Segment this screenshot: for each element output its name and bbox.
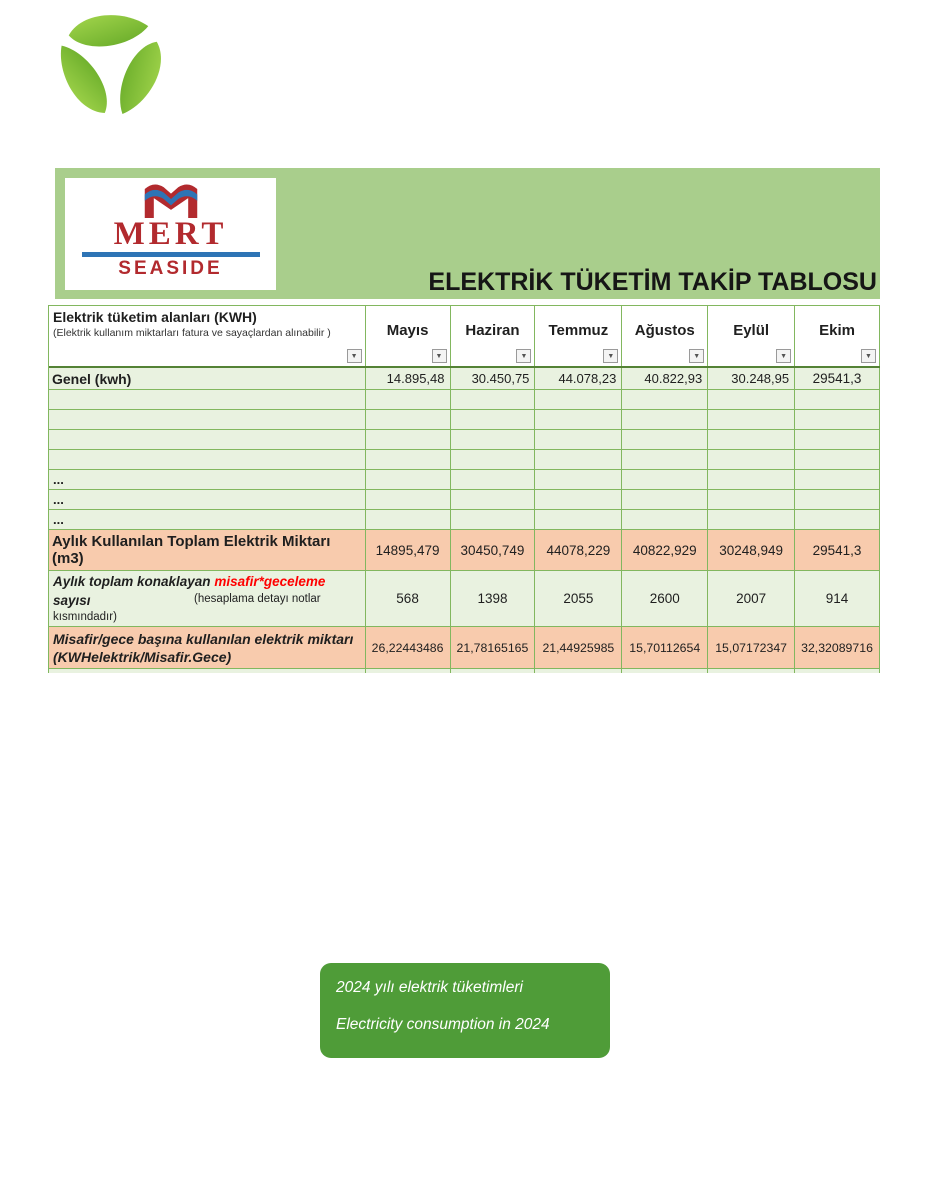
table-cell: 14895,479 [366, 530, 451, 570]
row-label: ... [49, 490, 366, 509]
filter-dropdown-icon[interactable]: ▼ [516, 349, 531, 363]
table-cell: 30248,949 [708, 530, 795, 570]
table-cell [622, 490, 708, 509]
table-cell [708, 490, 795, 509]
table-cell [49, 390, 366, 409]
filter-dropdown-icon[interactable]: ▼ [861, 349, 876, 363]
table-cell [535, 450, 622, 469]
guests-row [49, 571, 880, 627]
table-cell [535, 490, 622, 509]
table-cell [535, 410, 622, 429]
header-banner [55, 168, 880, 299]
table-cell [708, 410, 795, 429]
table-cell [49, 450, 366, 469]
month-header-cell [366, 306, 451, 366]
table-cell [49, 430, 366, 449]
brand-subname: SEASIDE [118, 258, 223, 279]
table-cell [622, 430, 708, 449]
empty-row [49, 390, 880, 410]
month-header-label: Ekim [819, 322, 855, 339]
table-cell [451, 669, 536, 673]
table-cell [795, 430, 880, 449]
table-cell [451, 390, 536, 409]
logo-divider [82, 252, 260, 257]
table-cell [366, 510, 451, 529]
month-header-cell [535, 306, 622, 366]
table-cell [708, 510, 795, 529]
table-cell [451, 410, 536, 429]
filter-dropdown-icon[interactable]: ▼ [432, 349, 447, 363]
month-header-label: Eylül [733, 322, 770, 339]
row-label: ... [49, 470, 366, 489]
note-line-en: Electricity consumption in 2024 [336, 1016, 550, 1033]
three-leaves-logo-icon [52, 2, 170, 120]
table-cell [535, 510, 622, 529]
empty-row [49, 410, 880, 430]
column-header-subtitle: (Elektrik kullanım miktarları fatura ve sayaçlardan alınabilir ) [53, 327, 331, 339]
month-header-cell [451, 306, 536, 366]
filter-dropdown-icon[interactable]: ▼ [689, 349, 704, 363]
table-cell: 29541,3 [795, 368, 880, 389]
table-cell: 21,78165165 [451, 627, 536, 668]
table-cell [622, 510, 708, 529]
table-cell: 30450,749 [451, 530, 536, 570]
table-cell [451, 430, 536, 449]
year-note-box [320, 963, 610, 1058]
month-header-label: Temmuz [548, 322, 609, 339]
table-cell [451, 490, 536, 509]
hotel-logo [65, 178, 276, 290]
table-cell [366, 430, 451, 449]
table-cell [366, 410, 451, 429]
mert-m-icon [139, 180, 203, 218]
total-row [49, 530, 880, 571]
month-header-cell [622, 306, 708, 366]
table-cell: 44.078,23 [535, 368, 622, 389]
table-cell [535, 669, 622, 673]
table-cell [795, 669, 880, 673]
table-cell [49, 669, 366, 673]
filter-dropdown-icon[interactable]: ▼ [603, 349, 618, 363]
table-cell [622, 410, 708, 429]
table-cell [366, 390, 451, 409]
table-cell: 2055 [535, 571, 622, 626]
dots-row [49, 490, 880, 510]
table-cell [795, 470, 880, 489]
table-cell [622, 669, 708, 673]
cutoff-row [49, 669, 880, 673]
label-note: kısmındadır) [53, 611, 117, 623]
table-cell [622, 450, 708, 469]
month-header-cell [708, 306, 795, 366]
label-part-red: misafir*geceleme [214, 574, 326, 589]
row-label [49, 627, 366, 668]
table-cell [366, 490, 451, 509]
row-label: Genel (kwh) [49, 368, 366, 389]
table-cell [795, 390, 880, 409]
table-cell: 2007 [708, 571, 795, 626]
table-cell [366, 669, 451, 673]
table-cell [708, 470, 795, 489]
column-header-label: Elektrik tüketim alanları (KWH) [53, 309, 257, 325]
table-cell [535, 470, 622, 489]
table-cell [622, 390, 708, 409]
brand-name: MERT [113, 216, 228, 252]
table-cell [795, 450, 880, 469]
table-cell: 40822,929 [622, 530, 708, 570]
table-cell: 914 [795, 571, 880, 626]
note-line-tr: 2024 yılı elektrik tüketimleri [336, 979, 523, 996]
label-part: sayısı [53, 593, 91, 608]
genel-row [49, 368, 880, 390]
table-cell [708, 450, 795, 469]
dots-row [49, 510, 880, 530]
table-cell: 21,44925985 [535, 627, 622, 668]
table-cell: 30.450,75 [451, 368, 536, 389]
empty-row [49, 450, 880, 470]
table-cell [535, 390, 622, 409]
table-cell [451, 510, 536, 529]
month-header-label: Mayıs [386, 322, 429, 339]
month-header-label: Haziran [465, 322, 520, 339]
table-cell: 26,22443486 [366, 627, 451, 668]
empty-row [49, 430, 880, 450]
table-cell [708, 669, 795, 673]
label-part: Aylık toplam konaklayan [53, 574, 211, 589]
table-cell [49, 410, 366, 429]
month-header-cell [795, 306, 880, 366]
table-cell [451, 470, 536, 489]
dots-row [49, 470, 880, 490]
table-cell [622, 470, 708, 489]
table-cell [708, 430, 795, 449]
row-label: ... [49, 510, 366, 529]
table-cell [795, 410, 880, 429]
table-cell: 14.895,48 [366, 368, 451, 389]
table-cell: 2600 [622, 571, 708, 626]
table-cell [795, 490, 880, 509]
label-note: (hesaplama detayı notlar [194, 593, 321, 605]
table-cell [366, 450, 451, 469]
table-cell [451, 450, 536, 469]
consumption-table [48, 305, 880, 673]
table-cell: 40.822,93 [622, 368, 708, 389]
table-cell: 15,07172347 [708, 627, 795, 668]
table-cell: 1398 [451, 571, 536, 626]
row-label [49, 571, 366, 626]
filter-dropdown-icon[interactable]: ▼ [776, 349, 791, 363]
table-header-row [49, 305, 880, 368]
per-guest-row [49, 627, 880, 669]
table-cell [535, 430, 622, 449]
table-cell: 568 [366, 571, 451, 626]
page-title: ELEKTRİK TÜKETİM TAKİP TABLOSU [428, 268, 877, 296]
table-cell: 30.248,95 [708, 368, 795, 389]
row-label: Aylık Kullanılan Toplam Elektrik Miktarı (m3) [49, 530, 366, 570]
header-area-cell [49, 306, 366, 366]
table-cell: 15,70112654 [622, 627, 708, 668]
table-cell: 44078,229 [535, 530, 622, 570]
table-cell [795, 510, 880, 529]
month-header-label: Ağustos [634, 322, 695, 339]
filter-dropdown-icon[interactable]: ▼ [347, 349, 362, 363]
table-cell: 29541,3 [795, 530, 880, 570]
table-cell [366, 470, 451, 489]
label-line: Misafir/gece başına kullanılan elektrik miktarı [53, 630, 354, 647]
label-line: (KWHelektrik/Misafir.Gece) [53, 648, 232, 665]
table-cell: 32,32089716 [795, 627, 880, 668]
table-cell [708, 390, 795, 409]
